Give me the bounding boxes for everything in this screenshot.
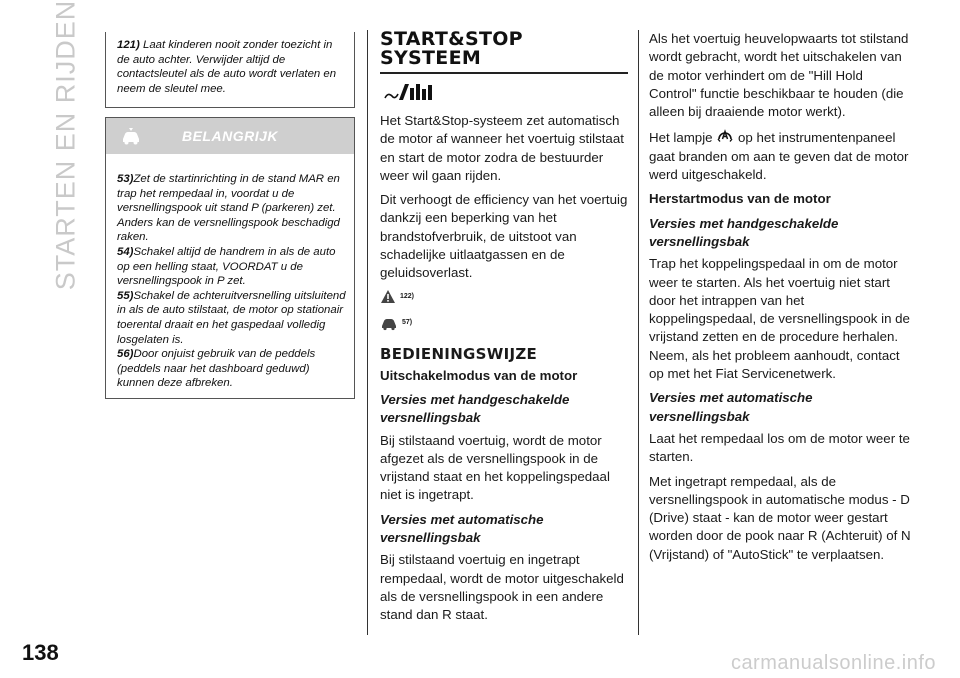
heading-underline — [380, 72, 628, 74]
reference-number: 57) — [402, 318, 413, 326]
italic-subheading: Versies met handgeschakelde versnellingsbak — [380, 391, 570, 426]
section-tab-label: STARTEN EN RIJDEN — [50, 0, 81, 291]
start-stop-icon — [383, 80, 437, 104]
note-number: 54) — [117, 245, 134, 258]
paragraph: Het Start&Stop-systeem zet automatisch de motor af wanneer het voertuig stilstaat en start de motor zodra de bestuurder weer wil gaan rijden. — [380, 113, 624, 183]
heading-line: START&STOP — [380, 28, 523, 50]
paragraph: Bij stilstaand voertuig, wordt de motor afgezet als de versnellingspook in de vrijstand staat en het koppelingspedaal niet is ingetrapt. — [380, 432, 610, 503]
watermark: carmanualsonline.info — [730, 652, 936, 674]
italic-subheading: Versies met automatische versnellingsbak — [649, 390, 813, 424]
subheading: Herstartmodus van de motor — [649, 191, 831, 207]
section-heading — [380, 30, 628, 68]
paragraph: Bij stilstaand voertuig en ingetrapt rempedaal, wordt de motor uitgeschakeld als de versnellingspook in een andere stand dan R staat. — [380, 552, 624, 623]
note-text: Schakel altijd de handrem in als de auto op een helling staat, VOORDAT u de versnellingspook in P zet. — [117, 245, 336, 288]
column-divider — [638, 30, 639, 635]
important-title: BELANGRIJK — [181, 127, 278, 144]
column-divider — [367, 30, 368, 635]
paragraph-text: Het lampje — [649, 130, 713, 146]
italic-subheading: Versies met handgeschakelde versnellingsbak — [649, 215, 839, 249]
note-text: Door onjuist gebruik van de peddels (peddels naar het dashboard geduwd) kunnen deze afbreken. — [117, 348, 316, 390]
note-item — [117, 289, 346, 347]
note-text: Schakel de achteruitversnelling uitsluitend in als de auto stilstaat, de motor op stationair toerental draait en het gaspedaal volledig losgelaten is. — [117, 289, 346, 346]
note-number: 121) — [117, 39, 140, 51]
warning-reference — [380, 289, 628, 313]
section-tab — [48, 0, 84, 291]
paragraph: Als het voertuig heuvelopwaarts tot stilstand wordt gebracht, wordt het uitschakelen van de motor verhindert om de "Hill Hold Control" functie beschikbaar te houden (die alleen bij draaiende motor werkt). — [649, 31, 909, 120]
right-column — [649, 30, 911, 570]
note-item — [117, 38, 346, 96]
important-banner — [106, 118, 354, 154]
paragraph: Laat het rempedaal los om de motor weer te starten. — [649, 430, 910, 465]
note-item — [117, 172, 346, 245]
car-caution-icon — [380, 315, 398, 331]
start-stop-icon-wrap — [383, 80, 628, 104]
note-text: Zet de startinrichting in de stand MAR en trap het rempedaal in, voordat u de versnellingspook uit stand P (parkeren) zet. Anders kan de versnellingspook beschadigd raken. — [117, 173, 340, 244]
paragraph: Met ingetrapt rempedaal, als de versnellingspook in automatische modus - D (Drive) staat - kan de motor weer gestart worden door de pook naar R (Achteruit) of N (Vrijstand) of "AutoStick" te verplaatsen. — [649, 473, 911, 562]
subheading: Uitschakelmodus van de motor — [380, 367, 578, 383]
note-number: 55) — [117, 289, 134, 302]
note-number: 56) — [117, 348, 134, 361]
note-number: 53) — [117, 173, 134, 185]
italic-subheading: Versies met automatische versnellingsbak — [380, 511, 544, 546]
subsection-heading: BEDIENINGSWIJZE — [380, 344, 538, 363]
warning-note-box — [105, 32, 355, 108]
car-warning-icon — [120, 125, 142, 147]
middle-column — [380, 30, 628, 631]
warning-triangle-icon — [380, 289, 396, 305]
reference-number: 122) — [400, 292, 415, 300]
page-number: 138 — [22, 640, 59, 665]
paragraph-text: op het instrumentenpaneel gaat branden om aan te geven dat de motor werd uitgeschakeld. — [649, 130, 909, 183]
paragraph: Trap het koppelingspedaal in om de motor weer te starten. Als het voertuig niet start door het intrappen van het koppelingspedaal, de versnellingspook in de vrijstand zetten en de procedure herhalen. Neem, als het probleem aanhoudt, contact op met het Fiat Servicenetwerk. — [649, 256, 910, 382]
important-reference — [380, 315, 628, 339]
note-text: Laat kinderen nooit zonder toezicht in de auto achter. Verwijder altijd de contactsleutel als de auto wordt verlaten en neem de sleutel mee. — [117, 39, 337, 95]
heading-line: SYSTEEM — [380, 47, 482, 69]
important-box — [105, 117, 355, 399]
engine-off-indicator-icon — [716, 127, 734, 144]
paragraph: Dit verhoogt de efficiency van het voertuig dankzij een beperking van het brandstofverbruik, de uitstoot van schadelijke uitlaatgassen en de geluidsoverlast. — [380, 192, 628, 281]
paragraph-with-icon — [649, 127, 911, 184]
note-item — [117, 245, 346, 289]
note-item — [117, 347, 346, 391]
important-notes — [106, 154, 354, 391]
